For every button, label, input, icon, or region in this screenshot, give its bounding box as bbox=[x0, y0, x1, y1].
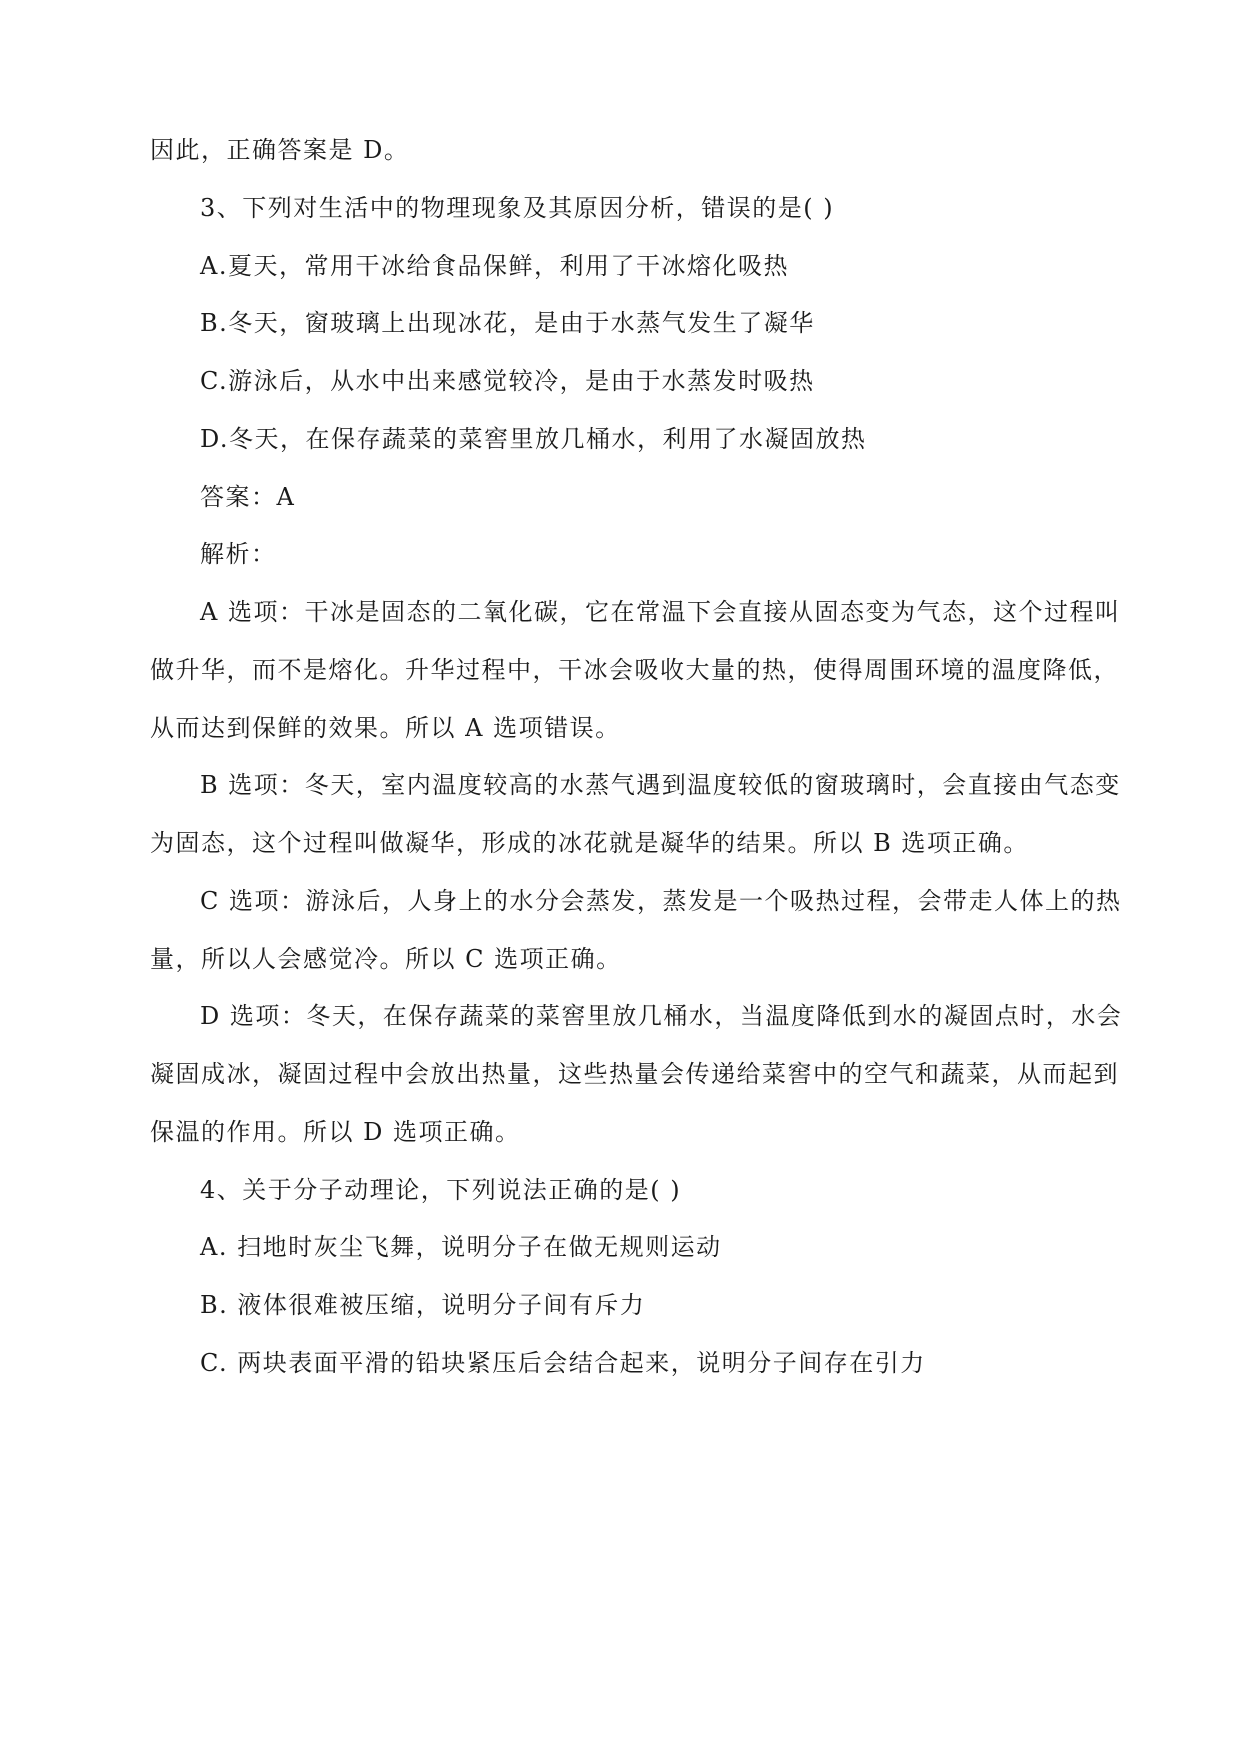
analysis-d-line-2: 凝固成冰，凝固过程中会放出热量，这些热量会传递给菜窖中的空气和蔬菜，从而起到 bbox=[150, 1060, 1119, 1088]
analysis-d-line-3: 保温的作用。所以 D 选项正确。 bbox=[150, 1118, 521, 1146]
analysis-a-line-1: A 选项：干冰是固态的二氧化碳，它在常温下会直接从固态变为气态，这个过程叫 bbox=[200, 598, 1121, 626]
previous-answer-conclusion: 因此，正确答案是 D。 bbox=[150, 136, 410, 164]
question-3-option-b: B.冬天，窗玻璃上出现冰花，是由于水蒸气发生了凝华 bbox=[200, 309, 815, 337]
question-3-answer: 答案：A bbox=[200, 483, 296, 511]
question-4-option-b: B. 液体很难被压缩，说明分子间有斥力 bbox=[200, 1291, 646, 1319]
analysis-c-line-1: C 选项：游泳后，人身上的水分会蒸发，蒸发是一个吸热过程，会带走人体上的热 bbox=[200, 887, 1122, 915]
analysis-label: 解析： bbox=[200, 540, 277, 568]
question-3-option-d: D.冬天，在保存蔬菜的菜窖里放几桶水，利用了水凝固放热 bbox=[200, 425, 867, 453]
analysis-a-line-2: 做升华，而不是熔化。升华过程中，干冰会吸收大量的热，使得周围环境的温度降低， bbox=[150, 656, 1119, 684]
question-4-option-c: C. 两块表面平滑的铅块紧压后会结合起来，说明分子间存在引力 bbox=[200, 1349, 926, 1377]
analysis-b-line-1: B 选项：冬天，室内温度较高的水蒸气遇到温度较低的窗玻璃时，会直接由气态变 bbox=[200, 771, 1121, 799]
question-3-option-c: C.游泳后，从水中出来感觉较冷，是由于水蒸发时吸热 bbox=[200, 367, 815, 395]
question-3-option-a: A.夏天，常用干冰给食品保鲜，利用了干冰熔化吸热 bbox=[200, 252, 789, 280]
question-4-option-a: A. 扫地时灰尘飞舞，说明分子在做无规则运动 bbox=[200, 1233, 722, 1261]
analysis-b-line-2: 为固态，这个过程叫做凝华，形成的冰花就是凝华的结果。所以 B 选项正确。 bbox=[150, 829, 1029, 857]
question-3-stem: 3、下列对生活中的物理现象及其原因分析，错误的是( ) bbox=[200, 194, 835, 222]
analysis-c-line-2: 量，所以人会感觉冷。所以 C 选项正确。 bbox=[150, 945, 622, 973]
analysis-d-line-1: D 选项：冬天，在保存蔬菜的菜窖里放几桶水，当温度降低到水的凝固点时，水会 bbox=[200, 1002, 1123, 1030]
analysis-a-line-3: 从而达到保鲜的效果。所以 A 选项错误。 bbox=[150, 714, 621, 742]
question-4-stem: 4、关于分子动理论，下列说法正确的是( ) bbox=[200, 1176, 682, 1204]
